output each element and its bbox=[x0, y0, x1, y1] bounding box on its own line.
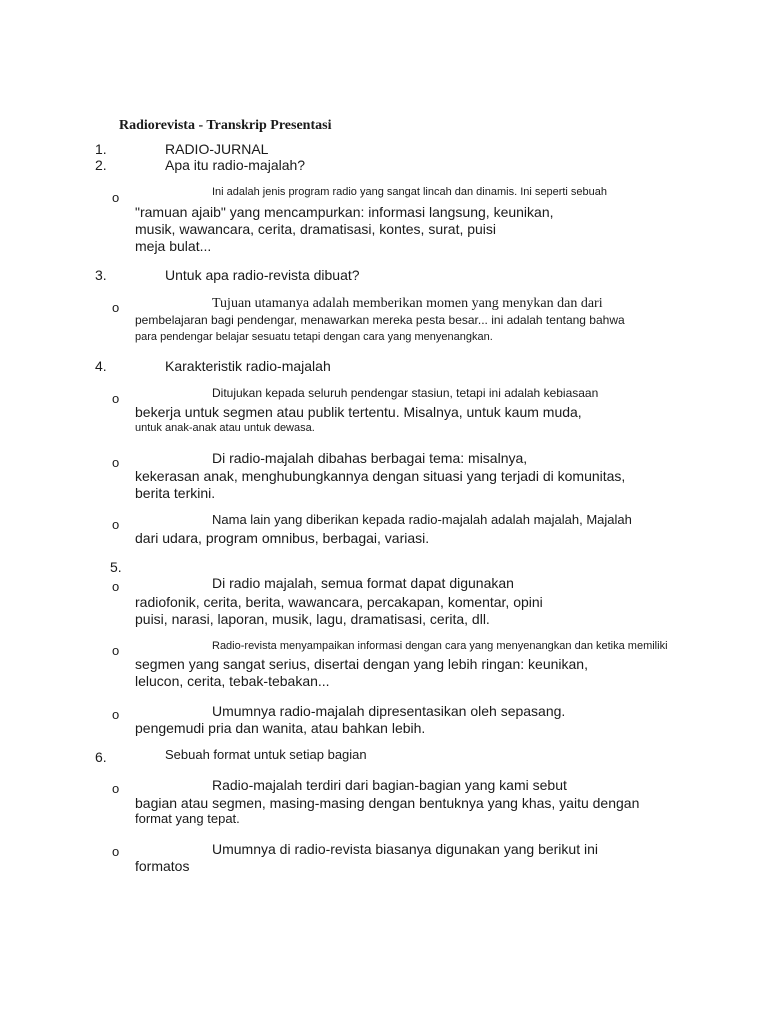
item-heading-2: Apa itu radio-majalah? bbox=[165, 157, 306, 173]
paragraph-line: para pendengar belajar sesuatu tetapi dengan cara yang menyenangkan. bbox=[135, 331, 493, 343]
paragraph-line: "ramuan ajaib" yang mencampurkan: informasi langsung, keunikan, bbox=[135, 204, 554, 220]
paragraph-line: Di radio-majalah dibahas berbagai tema: misalnya, bbox=[212, 450, 528, 466]
paragraph-line: pengemudi pria dan wanita, atau bahkan lebih. bbox=[135, 720, 426, 736]
item-number-2: 2. bbox=[95, 157, 107, 173]
paragraph-line: dari udara, program omnibus, berbagai, variasi. bbox=[135, 530, 430, 546]
bullet-marker: o bbox=[112, 391, 120, 406]
item-number-4: 4. bbox=[95, 358, 107, 374]
paragraph-line: untuk anak-anak atau untuk dewasa. bbox=[135, 422, 315, 434]
paragraph-line: lelucon, cerita, tebak-tebakan... bbox=[135, 673, 330, 689]
paragraph-line: meja bulat... bbox=[135, 238, 212, 254]
item-heading-3: Untuk apa radio-revista dibuat? bbox=[165, 267, 360, 283]
paragraph-line: Umumnya radio-majalah dipresentasikan oleh sepasang. bbox=[212, 703, 566, 719]
paragraph-line: berita terkini. bbox=[135, 485, 216, 501]
paragraph-line: musik, wawancara, cerita, dramatisasi, kontes, surat, puisi bbox=[135, 221, 497, 237]
item-number-3: 3. bbox=[95, 267, 107, 283]
item-heading-4: Karakteristik radio-majalah bbox=[165, 358, 331, 374]
paragraph-line: bekerja untuk segmen atau publik tertentu. Misalnya, untuk kaum muda, bbox=[135, 404, 582, 420]
bullet-marker: o bbox=[112, 517, 120, 532]
paragraph-line: Tujuan utamanya adalah memberikan momen yang menykan dan dari bbox=[212, 296, 603, 311]
paragraph-line: Radio-revista menyampaikan informasi dengan cara yang menyenangkan dan ketika memiliki bbox=[212, 640, 668, 652]
bullet-marker: o bbox=[112, 781, 120, 796]
paragraph-line: Nama lain yang diberikan kepada radio-majalah adalah majalah, Majalah bbox=[212, 512, 632, 527]
document-title: Radiorevista - Transkrip Presentasi bbox=[119, 118, 332, 133]
paragraph-line: radiofonik, cerita, berita, wawancara, percakapan, komentar, opini bbox=[135, 594, 543, 610]
paragraph-line: formatos bbox=[135, 858, 190, 874]
paragraph-line: Ini adalah jenis program radio yang sangat lincah dan dinamis. Ini seperti sebuah bbox=[212, 186, 608, 198]
paragraph-line: kekerasan anak, menghubungkannya dengan situasi yang terjadi di komunitas, bbox=[135, 468, 626, 484]
bullet-marker: o bbox=[112, 300, 120, 315]
bullet-marker: o bbox=[112, 579, 120, 594]
paragraph-line: Ditujukan kepada seluruh pendengar stasiun, tetapi ini adalah kebiasaan bbox=[212, 386, 599, 400]
paragraph-line: format yang tepat. bbox=[135, 811, 240, 826]
bullet-marker: o bbox=[112, 643, 120, 658]
paragraph-line: Di radio majalah, semua format dapat digunakan bbox=[212, 575, 514, 591]
bullet-marker: o bbox=[112, 707, 120, 722]
paragraph-line: bagian atau segmen, masing-masing dengan bentuknya yang khas, yaitu dengan bbox=[135, 795, 640, 811]
bullet-marker: o bbox=[112, 190, 120, 205]
item-number-6: 6. bbox=[95, 749, 107, 765]
item-number-1: 1. bbox=[95, 141, 107, 157]
item-number-5: 5. bbox=[110, 559, 122, 575]
paragraph-line: pembelajaran bagi pendengar, menawarkan mereka pesta besar... ini adalah tentang bahwa bbox=[135, 313, 625, 327]
paragraph-line: segmen yang sangat serius, disertai dengan yang lebih ringan: keunikan, bbox=[135, 656, 588, 672]
paragraph-line: Umumnya di radio-revista biasanya digunakan yang berikut ini bbox=[212, 841, 598, 857]
paragraph-line: puisi, narasi, laporan, musik, lagu, dramatisasi, cerita, dll. bbox=[135, 611, 490, 627]
paragraph-line: Radio-majalah terdiri dari bagian-bagian yang kami sebut bbox=[212, 777, 567, 793]
bullet-marker: o bbox=[112, 455, 120, 470]
item-heading-6: Sebuah format untuk setiap bagian bbox=[165, 747, 367, 762]
item-heading-1: RADIO-JURNAL bbox=[165, 141, 269, 157]
bullet-marker: o bbox=[112, 844, 120, 859]
